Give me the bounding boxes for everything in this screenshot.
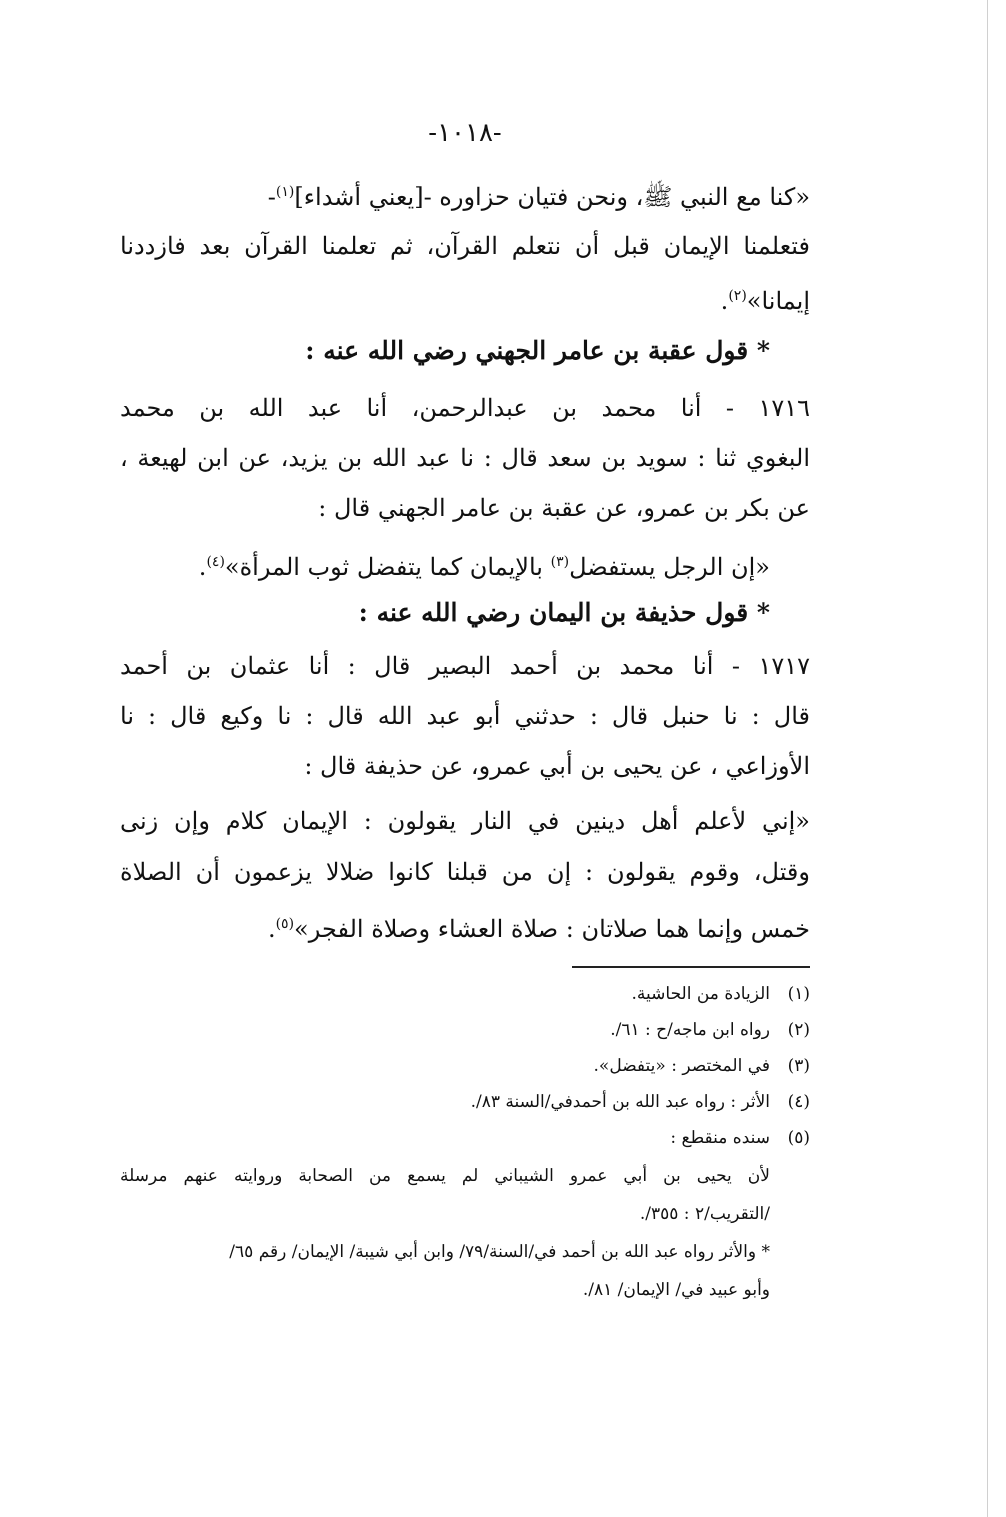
text-line: ١٧١٧ - أنا محمد بن أحمد البصير قال : أنا عثمان بن أحمد [120,652,810,680]
text-line [120,276,810,321]
text-line: وقتل، وقوم يقولون : إن من قبلنا كانوا ضلالا يزعمون أن الصلاة [120,858,810,886]
footnote-text: الزيادة من الحاشية. [631,984,770,1004]
footnote-ref: (٤) [206,554,225,570]
text-span: . [198,553,207,581]
text-span: خمس وإنما هما صلاتان : صلاة العشاء وصلاة الفجر» [294,915,810,943]
footnote-ref: (١) [275,184,295,200]
book-page [120,0,810,1517]
footnote-text: في المختصر : «يتفضل». [593,1056,770,1076]
footnote-text: سنده منقطع : [670,1128,770,1148]
text-line: فتعلمنا الإيمان قبل أن نتعلم القرآن، ثم تعلمنا القرآن بعد فازددنا [120,232,810,260]
page-number: -١٠١٨- [428,118,502,148]
footnote [120,1052,810,1080]
footnote-ref: (٢) [728,288,747,304]
text-line [120,904,810,949]
footnote-ref: (٣) [550,554,570,570]
text-line [120,172,810,217]
section-heading: * قول حذيفة بن اليمان رضي الله عنه : [358,598,770,627]
footnote [120,980,810,1008]
footnote [120,1016,810,1044]
footnote-number: (٢) [787,1020,810,1040]
text-span: . [720,287,729,315]
footnote-continuation: لأن يحيى بن أبي عمرو الشيباني لم يسمع من الصحابة وروايته عنهم مرسلة [120,1166,770,1186]
text-span: - [267,183,276,211]
footnote-number: (١) [787,984,810,1004]
section-heading: * قول عقبة بن عامر الجهني رضي الله عنه : [305,336,770,365]
footnote-continuation: * والأثر رواه عبد الله بن أحمد في/السنة/٧٩/ وابن أبي شيبة/ الإيمان/ رقم ٦٥/ [229,1242,770,1262]
footnote-number: (٤) [787,1092,810,1112]
text-span: . [267,915,276,943]
footnote-divider [572,966,810,968]
scan-edge-line [987,0,988,1517]
text-span: بالإيمان كما يتفضل ثوب المرأة» [224,553,543,581]
text-span: «إن الرجل يستفضل [569,553,770,581]
text-line: ١٧١٦ - أنا محمد بن عبدالرحمن، أنا عبد الله بن محمد [120,394,810,422]
text-span: «كنا مع النبي ﷺ، ونحن فتيان حزاوره -[يعني أشداء] [294,183,810,211]
text-line: عن بكر بن عمرو، عن عقبة بن عامر الجهني قال : [318,494,810,522]
footnote-ref: (٥) [275,916,295,932]
text-line: الأوزاعي ، عن يحيى بن أبي عمرو، عن حذيفة قال : [304,752,810,780]
footnote [120,1124,810,1152]
footnote-continuation: /التقريب/٢ : ٣٥٥/. [639,1204,770,1224]
footnote-number: (٥) [787,1128,810,1148]
text-line: «إني لأعلم أهل دينين في النار يقولون : الإيمان كلام وإن زنى [120,807,810,835]
footnote-text: الأثر : رواه عبد الله بن أحمدفي/السنة ٨٣/. [470,1092,770,1112]
text-line: البغوي ثنا : سويد بن سعد قال : نا عبد الله بن يزيد، عن ابن لهيعة ، [120,444,810,472]
text-line: قال : نا حنبل قال : حدثني أبو عبد الله قال : نا وكيع قال : نا [120,702,810,730]
footnote-number: (٣) [787,1056,810,1076]
text-span: إيمانا» [746,287,810,315]
footnote [120,1088,810,1116]
footnote-text: رواه ابن ماجه/ح : ٦١/. [610,1020,770,1040]
text-line [120,542,770,587]
footnote-continuation: وأبو عبيد في/ الإيمان/ ٨١/. [582,1280,770,1300]
